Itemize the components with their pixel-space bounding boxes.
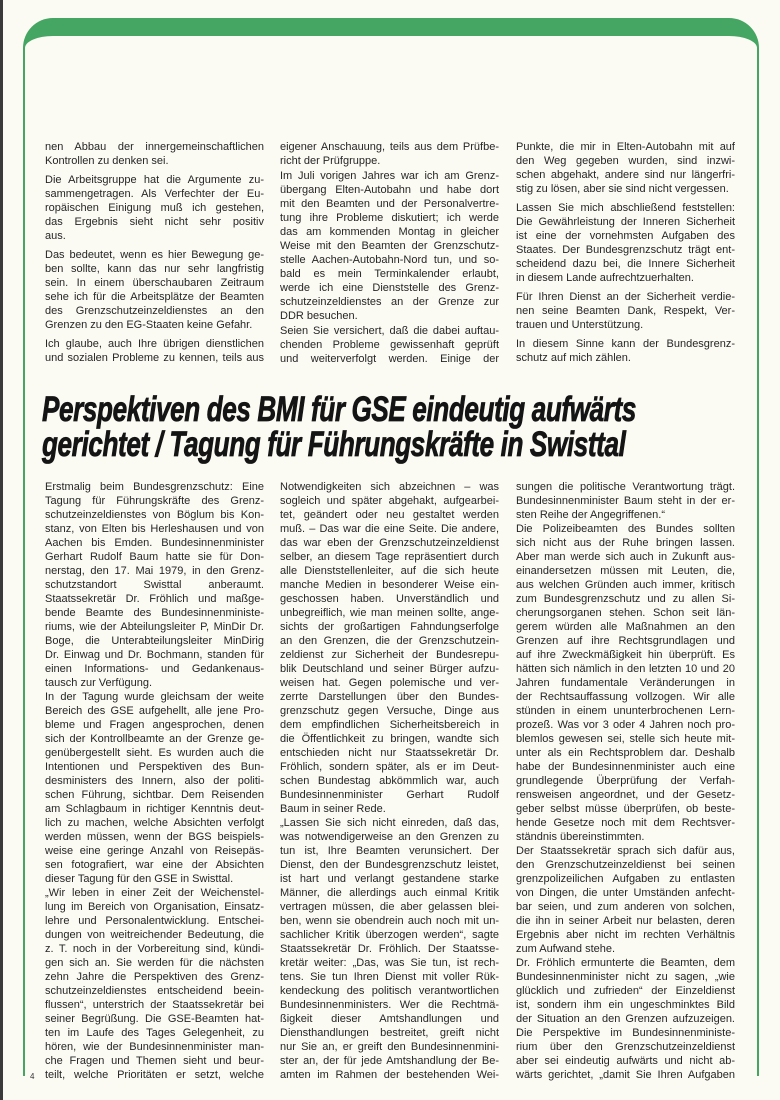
text-line: des Grenzschutzeinzeldienstes an den bbox=[45, 305, 264, 317]
text-line: wärts gerichtet, „damit Sie Ihren Aufgaben bbox=[516, 1069, 735, 1081]
text-line: teilt, welche Prioritäten er setzt, welche bbox=[45, 1069, 264, 1081]
text-line: aber sei eindeutig aufwärts und nicht ab- bbox=[516, 1055, 735, 1067]
text-line: sachlicher Kritik überzogen werden“, sagte bbox=[280, 929, 499, 941]
text-line: „Lassen Sie sich nicht einreden, daß das, bbox=[280, 817, 499, 829]
text-line: schen Bundestag abkömmlich war, auch bbox=[280, 775, 499, 787]
text-line: in diesem Lande aufrechtzuerhalten. bbox=[516, 272, 694, 284]
text-line: desministers des Innern, also der politi- bbox=[45, 775, 264, 787]
scan-edge bbox=[0, 0, 3, 1100]
text-line: und weiterverfolgt werden. Einige der bbox=[280, 353, 499, 365]
text-line: und sozialen Probleme zu kennen, teils aus bbox=[45, 352, 264, 364]
text-line: geber selbst müsse überprüfen, ob beste- bbox=[516, 803, 735, 815]
text-line: Die Perspektive im Bundesinnenministe- bbox=[516, 1027, 735, 1039]
text-line: Bereich des GSE aufgehellt, alle jene Pro- bbox=[45, 705, 264, 717]
text-line: grenzschutz gegen Versuche, Dinge aus bbox=[280, 705, 499, 717]
text-line: sen fotografiert, war eine der Absichten bbox=[45, 859, 264, 871]
text-line: Ergebnis aber nicht im rechten Verhältnis bbox=[516, 929, 735, 941]
paragraph bbox=[45, 173, 264, 243]
paragraph bbox=[516, 290, 735, 332]
text-line: amten im Rahmen der bestehenden Wei- bbox=[280, 1069, 499, 1081]
text-line: sich nicht aus der Ruhe bringen lassen. bbox=[516, 537, 735, 549]
text-line: scheidend dazu bei, die Innere Sicherheit bbox=[516, 258, 735, 270]
text-line: unter als ein Rechtsproblem dar. Deshalb bbox=[516, 747, 735, 759]
text-line: nen seine Beamten Dank, Respekt, Ver- bbox=[516, 305, 735, 317]
text-line: sogleich und später abgehakt, aufgearbei- bbox=[280, 495, 499, 507]
text-line: an den Grenzen, die der Grenzschutzein- bbox=[280, 635, 499, 647]
text-line: Das bedeutet, wenn es hier Bewegung ge- bbox=[45, 249, 264, 261]
paragraph bbox=[516, 844, 735, 956]
text-line: Dr. Einwag und Dr. Bochmann, standen für bbox=[45, 649, 264, 661]
text-line: bende Beamte des Bundesinnenministe- bbox=[45, 607, 264, 619]
text-line: rium über den Grenzschutzeinzeldienst bbox=[516, 1041, 735, 1053]
text-line: Intentionen und Perspektiven des Bun- bbox=[45, 761, 264, 773]
text-line: sichts der großartigen Fahndungserfolge bbox=[280, 621, 499, 633]
paragraph bbox=[45, 248, 264, 332]
text-line: Bundesinnenminister Gerhart Rudolf bbox=[280, 789, 499, 801]
text-line: stig zu lösen, aber sie sind nicht vergessen. bbox=[516, 183, 729, 195]
article-column-2 bbox=[280, 480, 499, 1082]
text-line: Lassen Sie mich abschließend feststellen: bbox=[516, 202, 735, 214]
text-line: alle Dienststellenleiter, auf die sich heute bbox=[280, 565, 499, 577]
text-line: Gerhart Rudolf Baum hatte sie für Don- bbox=[45, 551, 264, 563]
text-line: sten Reihe der Angegriffenen.“ bbox=[516, 509, 666, 521]
text-line: am Schlagbaum in richtiger Kenntnis deut- bbox=[45, 803, 264, 815]
text-line: tens. Sie tun Ihren Dienst mit voller Rük- bbox=[280, 971, 499, 983]
text-line: zerrte Darstellungen über den Bundes- bbox=[280, 691, 499, 703]
text-line: ster an, der für jede Amtshandlung der Be- bbox=[280, 1055, 499, 1067]
text-line: hören, wie der Bundesinnenminister man- bbox=[45, 1041, 264, 1053]
text-line: aus. bbox=[45, 230, 66, 242]
text-line: schutzeinzeldienstes entscheidend beein- bbox=[45, 985, 264, 997]
text-line: Bundesinnenminister Baum steht in der er- bbox=[516, 495, 735, 507]
text-line: Grenzen auf ihre Rechtsgrundlagen und bbox=[516, 635, 735, 647]
paragraph bbox=[45, 886, 264, 1082]
text-line: ist hart und verlangt gestandene starke bbox=[280, 873, 499, 885]
text-line: Für Ihren Dienst an der Sicherheit verdie- bbox=[516, 291, 735, 303]
text-line: entschieden nicht nur Staatssekretär Dr. bbox=[280, 747, 499, 759]
text-line: selber, an diesem Tage repräsentiert durch bbox=[280, 551, 499, 563]
text-line: hende Gesetze noch mit dem Rechtsver- bbox=[516, 817, 735, 829]
text-line: Im Juli vorigen Jahres war ich am Grenz- bbox=[280, 170, 499, 182]
text-line: manche Medien in besonderer Weise ein- bbox=[280, 579, 499, 591]
paragraph bbox=[45, 690, 264, 886]
text-line: sein. In einem überschaubaren Zeitraum bbox=[45, 277, 264, 289]
text-line: geschossen haben. Unverständlich und bbox=[280, 593, 499, 605]
text-line: Staatssekretär Dr. Fröhlich und maßge- bbox=[45, 593, 264, 605]
text-line: muß. – Das war die eine Seite. Die andere, bbox=[280, 523, 499, 535]
text-line: zehn Jahre die Perspektiven des Grenz- bbox=[45, 971, 264, 983]
text-line: gen sich an. Sie werden für die nächsten bbox=[45, 957, 264, 969]
page-number: 4 bbox=[30, 1072, 35, 1081]
text-line: In diesem Sinne kann der Bundesgrenz- bbox=[516, 338, 735, 350]
text-line: zum Bundesgrenzschutz und zu allen Si- bbox=[516, 593, 735, 605]
text-line: auf ihre Zweckmäßigkeit hin überprüft. Es bbox=[516, 649, 735, 661]
text-line: „Wir leben in einer Zeit der Weichenstel- bbox=[45, 887, 264, 899]
text-line: die Öffentlichkeit zu bringen, wandte sich bbox=[280, 733, 499, 745]
paragraph bbox=[516, 140, 735, 196]
headline-line-1: Perspektiven des BMI für GSE eindeutig aufwärts bbox=[42, 390, 636, 429]
text-line: werden müssen, wenn der BGS beispiels- bbox=[45, 831, 264, 843]
text-line: Bundesinnenminister nicht zu sagen, „wie bbox=[516, 971, 735, 983]
text-line: zum Aufwand stehe. bbox=[516, 943, 616, 955]
text-line: Dienst, den der Bundesgrenzschutz leistet, bbox=[280, 859, 499, 871]
article-column-1 bbox=[45, 480, 264, 1082]
text-line: Männer, die allerdings auch einmal Kritik bbox=[280, 887, 499, 899]
text-line: z. T. noch in der Vorbereitung sind, kündi- bbox=[45, 943, 264, 955]
text-line: kretär weiter: „Das, was Sie tun, ist rech- bbox=[280, 957, 499, 969]
text-line: glücklich und zufrieden“ der Einzeldienst bbox=[516, 985, 735, 997]
paragraph bbox=[280, 169, 499, 323]
text-line: ständnis übereinstimmten. bbox=[516, 831, 645, 843]
text-line: che Fragen und Themen sieht und beur- bbox=[45, 1055, 264, 1067]
text-line: der Rechtsauffassung vollzogen. Wir alle bbox=[516, 691, 735, 703]
text-line: chenden Probleme gewissenhaft geprüft bbox=[280, 339, 499, 351]
text-line: Tagung für Führungskräfte des Grenz- bbox=[45, 495, 264, 507]
text-line: den Weg gegeben wurden, sind inzwi- bbox=[516, 155, 735, 167]
text-line: einandersetzen müssen mit Leuten, die, bbox=[516, 565, 735, 577]
text-line: schutzstandort Swisttal anberaumt. bbox=[45, 579, 264, 591]
text-line: kendeckung des politisch verantwortlichen bbox=[280, 985, 499, 997]
text-line: den Grenzschutzeinzeldienst bei seinen bbox=[516, 859, 735, 871]
text-line: stanz, von Elten bis Herleshausen und von bbox=[45, 523, 264, 535]
text-line: DDR besuchen. bbox=[280, 310, 358, 322]
text-line: prozeß. Was vor 3 oder 4 Jahren noch pro- bbox=[516, 719, 735, 731]
text-line: richt der Prüfgruppe. bbox=[280, 155, 381, 167]
text-line: lehre und Personalentwicklung. Entschei- bbox=[45, 915, 264, 927]
text-line: mit den Beamten und der Personalvertre- bbox=[280, 198, 499, 210]
text-line: zeldienst zur Sicherheit der Bundesrepu- bbox=[280, 649, 499, 661]
text-line: blemlos gewesen sei, stelle sich heute mit- bbox=[516, 733, 735, 745]
text-line: bleme und Fragen angesprochen, denen bbox=[45, 719, 264, 731]
text-line: blik Deutschland und seiner Bürger aufzu- bbox=[280, 663, 499, 675]
text-line: das Ergebnis sieht nicht sehr positiv bbox=[45, 216, 264, 228]
text-line: Aber man werde sich auch in Zukunft aus- bbox=[516, 551, 735, 563]
text-line: Bundesinnenministers. Wer die Rechtmä- bbox=[280, 999, 499, 1011]
text-line: das war eben der Grenzschutzeinzeldienst bbox=[280, 537, 499, 549]
paragraph bbox=[45, 337, 264, 365]
text-line: das am kommenden Montag in gleicher bbox=[280, 226, 499, 238]
text-line: rensweisen angeordnet, und der Gesetz- bbox=[516, 789, 735, 801]
text-line: weisen hat. Gegen polemische und ver- bbox=[280, 677, 499, 689]
text-line: ben, wenn sie obendrein auch noch mit un- bbox=[280, 915, 499, 927]
text-line: Baum in seiner Rede. bbox=[280, 803, 386, 815]
paragraph bbox=[516, 956, 735, 1082]
text-line: vertragen müssen, die aber gelassen blei- bbox=[280, 901, 499, 913]
text-line: nerstag, den 17. Mai 1979, in den Grenz- bbox=[45, 565, 264, 577]
text-line: dieser Tagung für den GSE in Swisttal. bbox=[45, 873, 234, 885]
text-line: der Situation an den Grenzen aufzuzeigen. bbox=[516, 1013, 735, 1025]
text-line: ben sollte, kann das nur sehr langfristig bbox=[45, 263, 264, 275]
text-line: ist eine der vornehmsten Aufgaben des bbox=[516, 230, 735, 242]
text-line: aus welchen Gründen auch immer, kritisch bbox=[516, 579, 735, 591]
text-line: Diensthandlungen bestreitet, greift nicht bbox=[280, 1027, 499, 1039]
text-line: flussen“, unterstrich der Staatssekretär bei bbox=[45, 999, 264, 1011]
text-line: Der Staatssekretär sprach sich dafür aus, bbox=[516, 845, 735, 857]
text-line: schen abgehakt, andere sind nur längerfri- bbox=[516, 169, 735, 181]
text-line: cherungsorganen stehen. Schon seit län- bbox=[516, 607, 735, 619]
text-line: Kontrollen zu denken sei. bbox=[45, 155, 169, 167]
text-line: habe der Bundesinnenminister auch eine bbox=[516, 761, 735, 773]
paragraph bbox=[516, 522, 735, 844]
text-line: schutzeinzeldienstes an der Grenze zur bbox=[280, 296, 499, 308]
paragraph bbox=[45, 140, 264, 168]
text-line: Die Polizeibeamten des Bundes sollten bbox=[516, 523, 735, 535]
text-line: eigener Anschauung, teils aus dem Prüfbe- bbox=[280, 141, 499, 153]
text-line: schutzeinzeldienstes von Böglum bis Kon- bbox=[45, 509, 264, 521]
text-line: genübergestellt sieht. Es wurden auch die bbox=[45, 747, 264, 759]
text-line: lung im Bereich von Organisation, Einsatz- bbox=[45, 901, 264, 913]
text-line: dungen von weitreichender Bedeutung, die bbox=[45, 929, 264, 941]
text-line: tausch zur Verfügung. bbox=[45, 677, 153, 689]
text-line: Staates. Der Bundesgrenzschutz trägt ent- bbox=[516, 244, 735, 256]
text-line: tet, geändert oder neu gestaltet werden bbox=[280, 509, 499, 521]
text-line: stelle Aachen-Autobahn-Nord tun, und so- bbox=[280, 254, 499, 266]
text-line: Fröhlich, sondern später, als er im Deut- bbox=[280, 761, 499, 773]
paragraph bbox=[280, 324, 499, 366]
paragraph bbox=[280, 816, 499, 1082]
text-line: übergang Elten-Autobahn und habe dort bbox=[280, 184, 499, 196]
text-line: ten im Laufe des Tages Gelegenheit, zu bbox=[45, 1027, 264, 1039]
text-line: von Dingen, die unter Umständen anfecht- bbox=[516, 887, 735, 899]
paragraph bbox=[516, 337, 735, 365]
text-line: bald es mein Terminkalender erlaubt, bbox=[280, 268, 499, 280]
text-line: Staatssekretär Dr. Fröhlich. Der Staatsse- bbox=[280, 943, 499, 955]
text-line: Ich glaube, auch Ihre übrigen dienstlichen bbox=[45, 338, 264, 350]
text-line: sammengetragen. Als Verfechter der Eu- bbox=[45, 188, 264, 200]
text-line: trauen und Unterstützung. bbox=[516, 319, 644, 331]
article-column-3 bbox=[516, 480, 735, 1082]
paragraph bbox=[280, 140, 499, 168]
text-line: einen Informations- und Gedankenaus- bbox=[45, 663, 264, 675]
intro-column-1 bbox=[45, 140, 264, 365]
text-line: ist, sondern ihm ein ungeschminktes Bild bbox=[516, 999, 735, 1011]
text-line: In der Tagung wurde gleichsam der weite bbox=[45, 691, 264, 703]
text-line: nen Abbau der innergemeinschaftlichen bbox=[45, 141, 264, 153]
text-line: seiner Begrüßung. Die GSE-Beamten hat- bbox=[45, 1013, 264, 1025]
text-line: sich der Kontrollbeamte an der Grenze ge- bbox=[45, 733, 264, 745]
text-line: gerem würden alle Maßnahmen an den bbox=[516, 621, 735, 633]
text-line: ropäischen Einigung muß ich gestehen, bbox=[45, 202, 264, 214]
text-line: Grenzen zu den EG-Staaten keine Gefahr. bbox=[45, 319, 253, 331]
text-line: schen Führung, sichtbar. Dem Reisenden bbox=[45, 789, 264, 801]
text-line: dem empfindlichen Sicherheitsbereich in bbox=[280, 719, 499, 731]
text-line: ßigkeit dieser Amtshandlungen und bbox=[280, 1013, 499, 1025]
text-line: Die Gewährleistung der Inneren Sicherheit bbox=[516, 216, 735, 228]
text-line: Erstmalig beim Bundesgrenzschutz: Eine bbox=[45, 481, 264, 493]
article-headline bbox=[42, 392, 727, 462]
intro-column-2 bbox=[280, 140, 499, 366]
text-line: Die Arbeitsgruppe hat die Argumente zu- bbox=[45, 174, 264, 186]
text-line: sungen die politische Verantwortung trägt. bbox=[516, 481, 735, 493]
text-line: bar seien, und zum anderen von solchen, bbox=[516, 901, 735, 913]
text-line: schutz auf mich zählen. bbox=[516, 352, 631, 364]
text-line: tung ihre Probleme diskutiert; ich werde bbox=[280, 212, 499, 224]
text-line: weise eine geringe Anzahl von Reisepäs- bbox=[45, 845, 264, 857]
text-line: was notwendigerweise an den Grenzen zu bbox=[280, 831, 499, 843]
text-line: grenzpolizeilichen Aufgaben zu entlasten bbox=[516, 873, 735, 885]
text-line: Jahren fundamentale Veränderungen in bbox=[516, 677, 735, 689]
text-line: unbegreiflich, wie man meinen sollte, ange- bbox=[280, 607, 499, 619]
text-line: Seien Sie versichert, daß die dabei auftau- bbox=[280, 325, 499, 337]
text-line: Weise mit den Beamten der Grenzschutz- bbox=[280, 240, 499, 252]
text-line: tun ist, Ihre Beamten verunsichert. Der bbox=[280, 845, 499, 857]
text-line: werde ich eine Dienststelle des Grenz- bbox=[280, 282, 499, 294]
text-line: die ihn in seiner Arbeit nur belasten, deren bbox=[516, 915, 735, 927]
text-line: Punkte, die mir in Elten-Autobahn mit auf bbox=[516, 141, 735, 153]
text-line: grundlegende Überprüfung der Verfah- bbox=[516, 775, 735, 787]
text-line: Aachen bis Emden. Bundesinnenminister bbox=[45, 537, 264, 549]
text-line: hätten sich nämlich in den letzten 10 und 20 bbox=[516, 663, 735, 675]
text-line: Dr. Fröhlich ermunterte die Beamten, dem bbox=[516, 957, 735, 969]
intro-column-3 bbox=[516, 140, 735, 365]
text-line: sehe ich für die Arbeitsplätze der Beamten bbox=[45, 291, 264, 303]
paragraph bbox=[280, 480, 499, 816]
paragraph bbox=[45, 480, 264, 690]
paragraph bbox=[516, 480, 735, 522]
text-line: stünden in einem ununterbrochenen Lern- bbox=[516, 705, 735, 717]
text-line: Boge, die Unterabteilungsleiter MinDirig bbox=[45, 635, 264, 647]
text-line: riums, wie der Abteilungsleiter P, MinDir Dr. bbox=[45, 621, 264, 633]
text-line: Notwendigkeiten sich abzeichnen – was bbox=[280, 481, 499, 493]
text-line: lich zu machen, welche Absichten verfolgt bbox=[45, 817, 264, 829]
paragraph bbox=[516, 201, 735, 285]
text-line: nur Sie an, er greift den Bundesinnenmini- bbox=[280, 1041, 499, 1053]
headline-line-2: gerichtet / Tagung für Führungskräfte in Swisttal bbox=[42, 425, 626, 464]
